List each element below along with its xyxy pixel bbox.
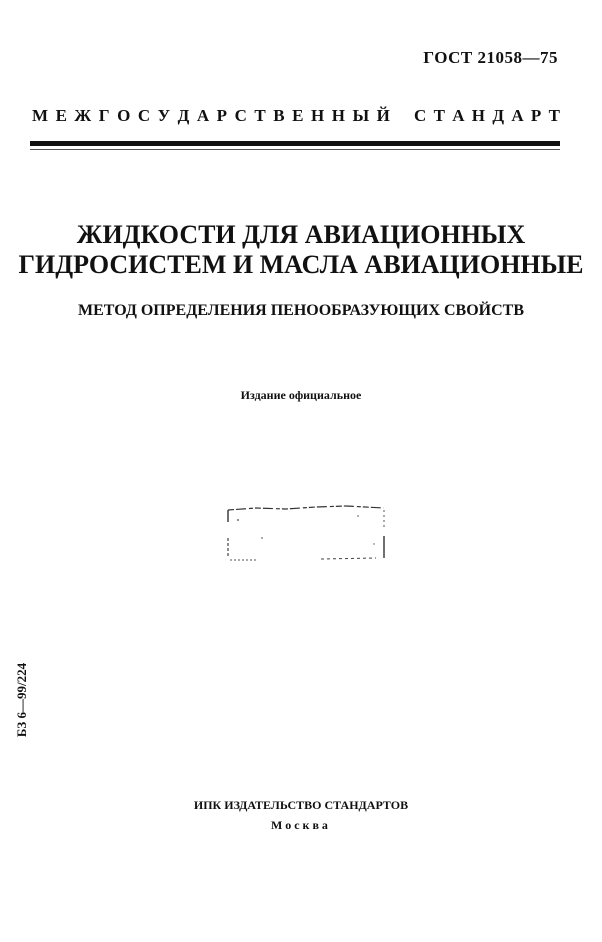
- title-line-1: ЖИДКОСТИ ДЛЯ АВИАЦИОННЫХ: [76, 220, 526, 249]
- header-rule-thick: [30, 141, 560, 146]
- library-stamp: [226, 500, 386, 562]
- standard-number: ГОСТ 21058—75: [423, 48, 558, 67]
- heading-letter: В: [273, 106, 285, 125]
- publisher-name: ИПК ИЗДАТЕЛЬСТВО СТАНДАРТОВ: [193, 798, 409, 812]
- heading-letter: О: [117, 106, 131, 125]
- heading-letter: С: [414, 106, 427, 125]
- heading-letter: С: [234, 106, 247, 125]
- side-code: БЗ 6—99/224: [14, 662, 29, 738]
- heading-letter: Н: [471, 106, 486, 125]
- heading-letter: А: [452, 106, 465, 125]
- heading-letter: М: [32, 106, 49, 125]
- heading-letter: Д: [177, 106, 190, 125]
- heading-letter: Д: [492, 106, 505, 125]
- heading-letter: Р: [530, 106, 542, 125]
- header-rule-thin: [30, 149, 560, 150]
- document-title: [0, 220, 602, 280]
- heading-letter: Ж: [74, 106, 92, 125]
- heading-letter: Е: [55, 106, 67, 125]
- standard-type-word1: [32, 106, 390, 126]
- heading-letter: А: [196, 106, 210, 125]
- heading-letter: С: [137, 106, 151, 125]
- heading-letter: Р: [216, 106, 228, 125]
- heading-letter: Т: [433, 106, 445, 125]
- document-subtitle: МЕТОД ОПРЕДЕЛЕНИЯ ПЕНООБРАЗУЮЩИХ СВОЙСТВ: [77, 302, 525, 319]
- heading-letter: У: [157, 106, 171, 125]
- heading-letter: Н: [331, 106, 345, 125]
- publisher-city: Москва: [271, 818, 331, 832]
- heading-letter: Г: [98, 106, 110, 125]
- heading-letter: Т: [548, 106, 560, 125]
- stamp-frame-icon: [226, 500, 386, 562]
- heading-letter: Т: [254, 106, 266, 125]
- title-line-2: ГИДРОСИСТЕМ И МАСЛА АВИАЦИОННЫЕ: [18, 250, 584, 279]
- standard-type-heading: [32, 106, 560, 126]
- heading-letter: Й: [376, 106, 390, 125]
- heading-letter: Ы: [352, 106, 370, 125]
- heading-letter: Е: [292, 106, 304, 125]
- heading-letter: А: [511, 106, 524, 125]
- heading-letter: Н: [310, 106, 325, 125]
- standard-type-word2: [414, 106, 560, 126]
- edition-label: Издание официальное: [240, 388, 362, 402]
